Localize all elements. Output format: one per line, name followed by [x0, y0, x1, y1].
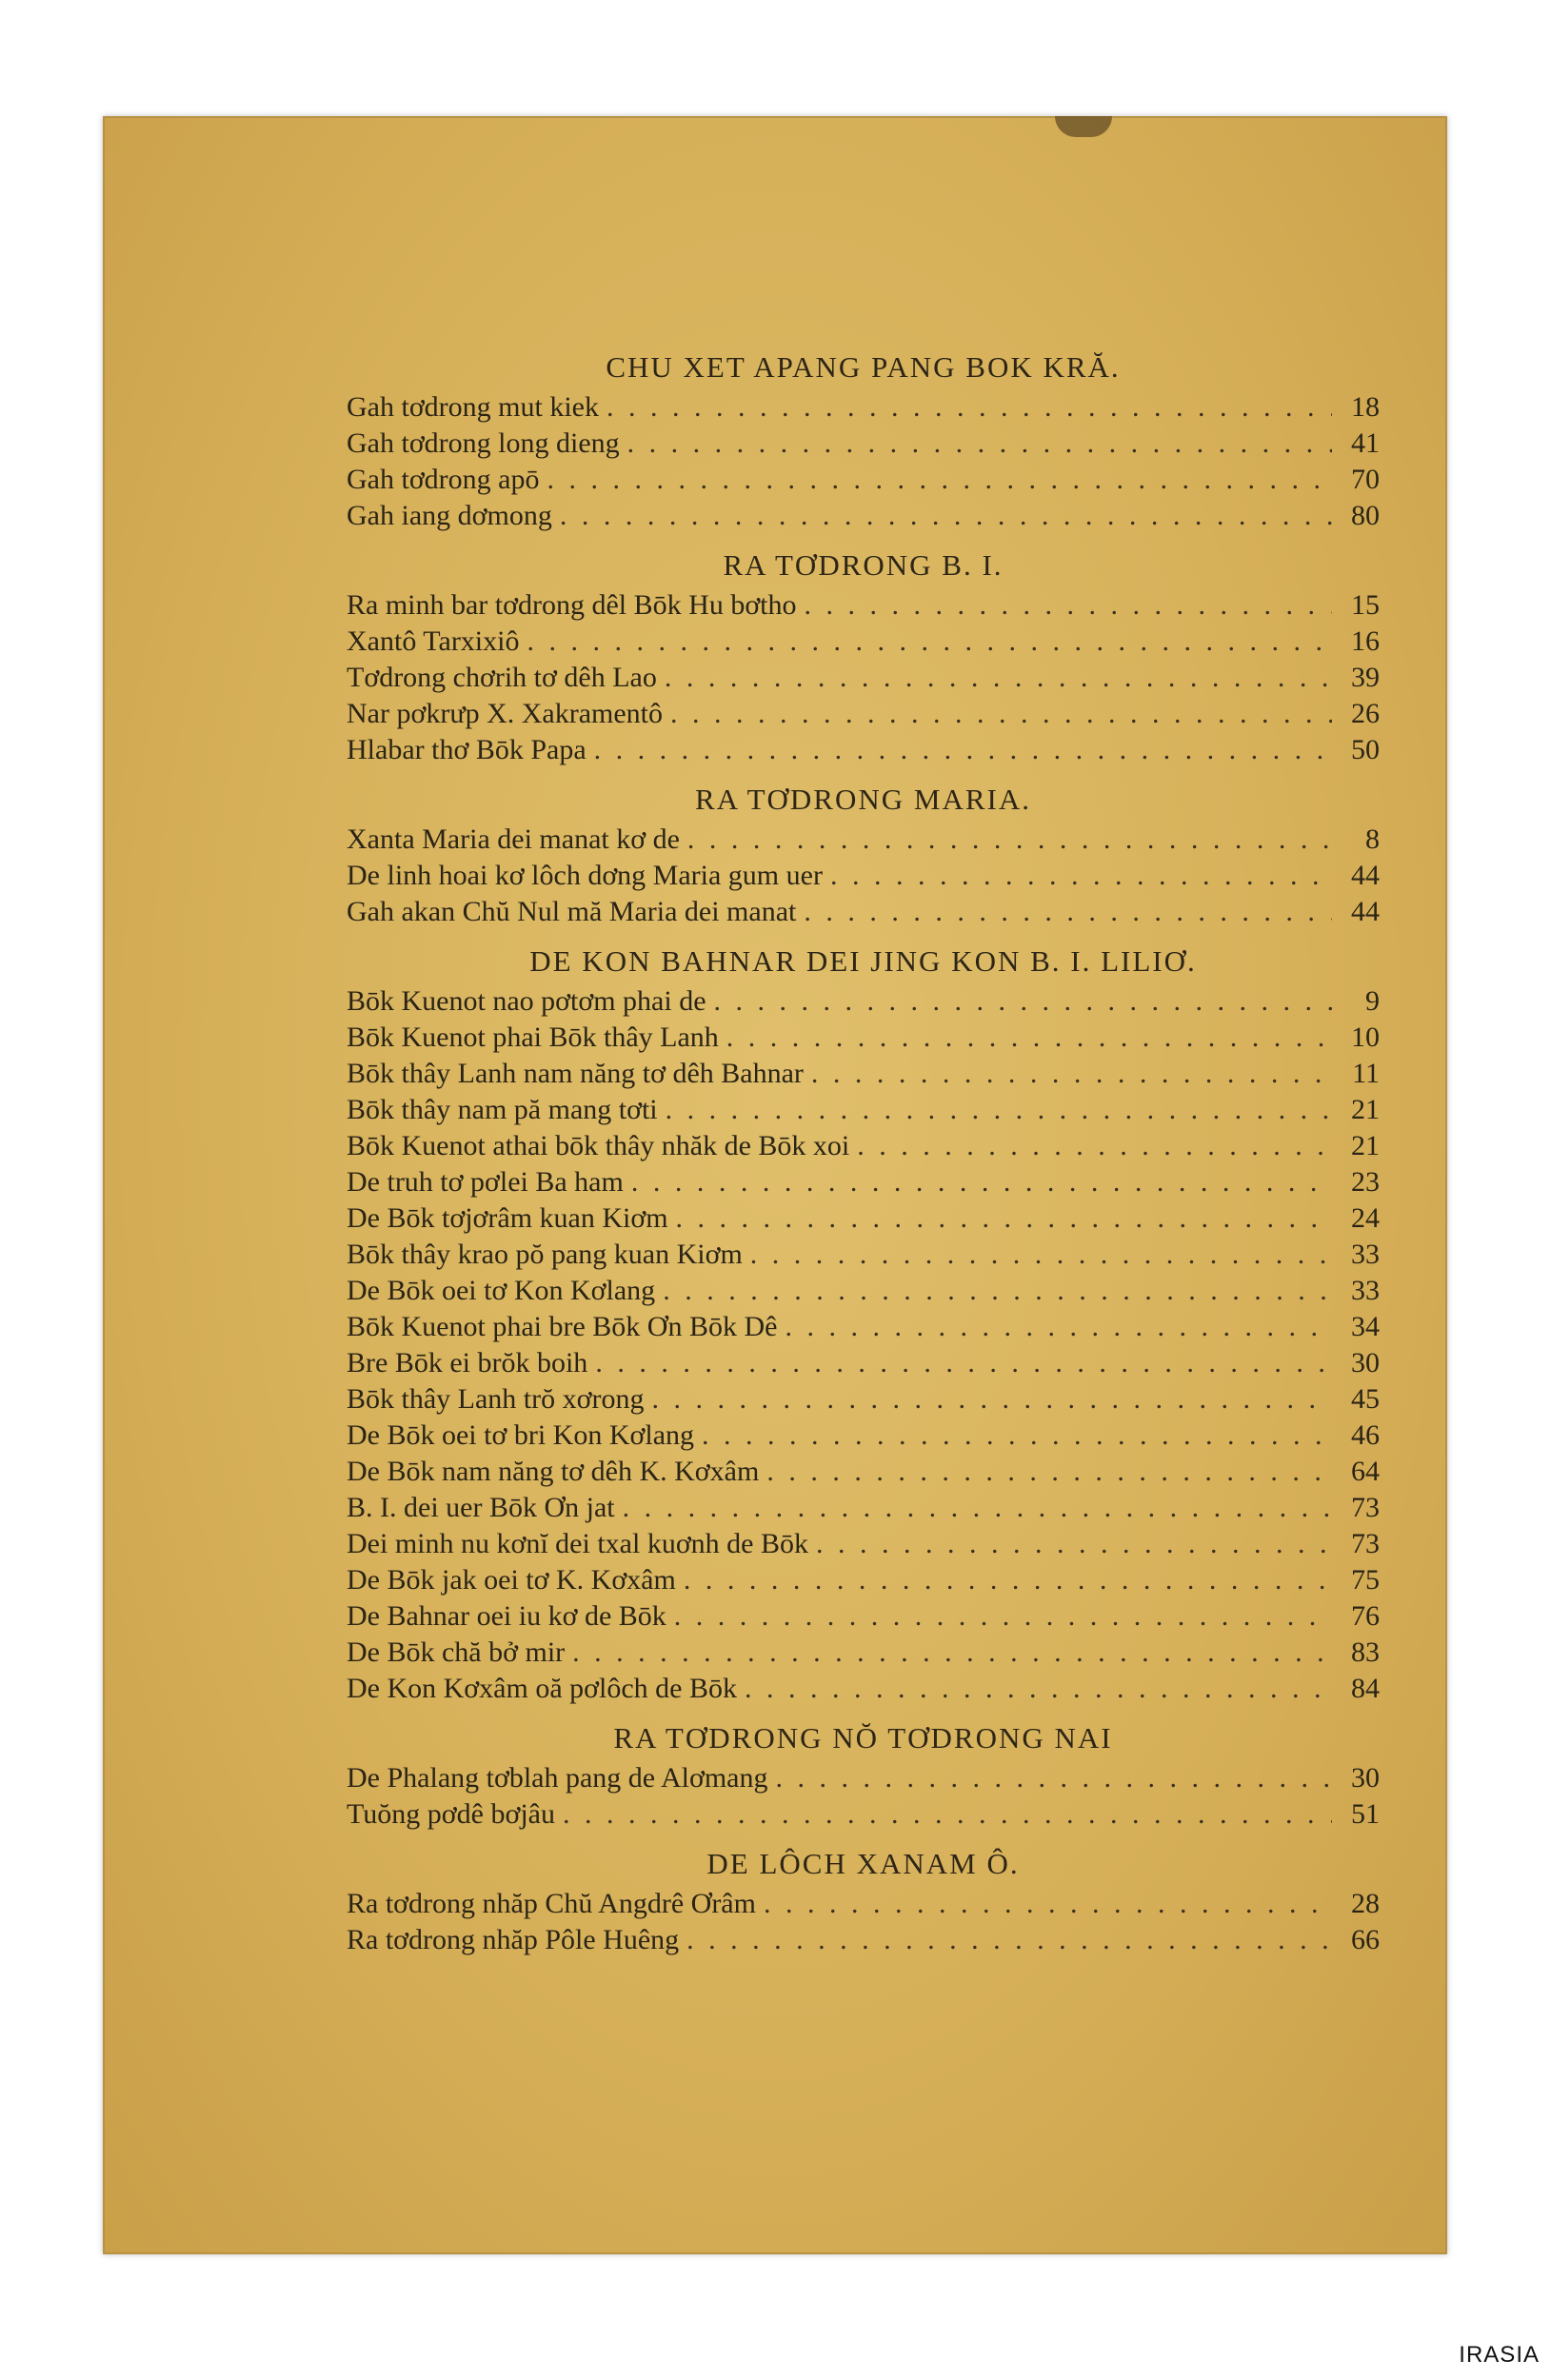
- entry-title: B. I. dei uer Bōk Ơn jat: [347, 1492, 615, 1523]
- toc-entry: [347, 1760, 1380, 1796]
- entry-page-number: 44: [1351, 860, 1380, 891]
- entry-page-number: 39: [1351, 662, 1380, 693]
- toc-entry: [347, 1418, 1380, 1454]
- entry-page-number: 8: [1365, 823, 1380, 855]
- toc-entry: [347, 1309, 1380, 1345]
- dot-leader: [775, 1760, 1332, 1796]
- entry-title: Gah tơdrong long dieng: [347, 427, 620, 459]
- entry-page-number: 26: [1351, 698, 1380, 729]
- toc-entry: [347, 1635, 1380, 1671]
- dot-leader: [785, 1309, 1332, 1345]
- toc-entry: [347, 1237, 1380, 1273]
- toc-entry: [347, 732, 1380, 768]
- entry-page-number: 73: [1351, 1492, 1380, 1523]
- entry-page-number: 45: [1351, 1383, 1380, 1415]
- entry-title: De Bahnar oei iu kơ de Bōk: [347, 1600, 666, 1632]
- dot-leader: [816, 1526, 1332, 1562]
- entry-title: Bōk Kuenot phai Bōk thây Lanh: [347, 1021, 719, 1053]
- toc-section: [347, 1846, 1380, 1958]
- dot-leader: [547, 462, 1333, 498]
- entry-title: Tuŏng pơdê bơjâu: [347, 1798, 555, 1830]
- section-heading: CHU XET APANG PANG BOK KRĂ.: [606, 350, 1121, 384]
- entry-title: De Kon Kơxâm oă pơlôch de Bōk: [347, 1673, 737, 1704]
- entry-title: Gah iang dơmong: [347, 500, 552, 531]
- dot-leader: [745, 1671, 1332, 1707]
- toc-entry: [347, 1345, 1380, 1381]
- entry-page-number: 50: [1351, 734, 1380, 765]
- entry-page-number: 11: [1352, 1058, 1380, 1089]
- entry-page-number: 21: [1351, 1130, 1380, 1161]
- entry-title: Dei minh nu kơnĭ dei txal kuơnh de Bōk: [347, 1528, 809, 1559]
- dot-leader: [606, 389, 1332, 426]
- toc-entry: [347, 1671, 1380, 1707]
- entry-page-number: 9: [1365, 985, 1380, 1017]
- toc-entry: [347, 858, 1380, 894]
- section-heading: DE KON BAHNAR DEI JING KON B. I. LILIƠ.: [529, 944, 1197, 978]
- dot-leader: [665, 660, 1332, 696]
- dot-leader: [663, 1273, 1332, 1309]
- toc-entry: [347, 894, 1380, 930]
- entry-title: Bōk thây nam pă mang tơti: [347, 1094, 658, 1125]
- dot-leader: [764, 1886, 1332, 1922]
- entry-title: Gah tơdrong mut kiek: [347, 391, 599, 423]
- section-heading: DE LÔCH XANAM Ô.: [706, 1847, 1020, 1880]
- entry-page-number: 64: [1351, 1456, 1380, 1487]
- toc-section: [347, 943, 1380, 1707]
- dot-leader: [563, 1796, 1332, 1833]
- entry-title: Gah akan Chŭ Nul mă Maria dei manat: [347, 896, 797, 927]
- dot-leader: [670, 696, 1332, 732]
- toc-entry: [347, 1796, 1380, 1833]
- entry-page-number: 33: [1351, 1239, 1380, 1270]
- entry-page-number: 83: [1351, 1636, 1380, 1668]
- toc-entry: [347, 696, 1380, 732]
- dot-leader: [686, 1922, 1332, 1958]
- entry-title: De linh hoai kơ lôch dơng Maria gum uer: [347, 860, 823, 891]
- dot-leader: [684, 1562, 1332, 1598]
- toc-entry: [347, 426, 1380, 462]
- entry-title: Xantô Tarxixiô: [347, 625, 520, 657]
- entry-title: Nar pơkrưp X. Xakramentô: [347, 698, 664, 729]
- toc-entry: [347, 498, 1380, 534]
- entry-page-number: 30: [1351, 1347, 1380, 1378]
- entry-page-number: 84: [1351, 1673, 1380, 1704]
- dot-leader: [687, 822, 1332, 858]
- entry-page-number: 46: [1351, 1419, 1380, 1451]
- entry-page-number: 51: [1351, 1798, 1380, 1830]
- dot-leader: [805, 587, 1332, 624]
- entry-title: Xanta Maria dei manat kơ de: [347, 823, 680, 855]
- toc-section: [347, 1720, 1380, 1833]
- dot-leader: [631, 1164, 1332, 1200]
- entry-title: Bōk thây Lanh nam năng tơ dêh Bahnar: [347, 1058, 804, 1089]
- section-heading: RA TƠDRONG NŎ TƠDRONG NAI: [613, 1721, 1113, 1755]
- entry-title: De Bōk tơjơrâm kuan Kiơm: [347, 1202, 668, 1234]
- entry-page-number: 24: [1351, 1202, 1380, 1234]
- toc-entry: [347, 389, 1380, 426]
- toc-section: [347, 782, 1380, 930]
- dot-leader: [804, 894, 1332, 930]
- toc-entry: [347, 462, 1380, 498]
- toc-entry: [347, 1922, 1380, 1958]
- dot-leader: [651, 1381, 1332, 1418]
- toc-entry: [347, 587, 1380, 624]
- table-of-contents: [347, 349, 1380, 1958]
- entry-page-number: 28: [1351, 1888, 1380, 1919]
- toc-entry: [347, 1490, 1380, 1526]
- entry-page-number: 18: [1351, 391, 1380, 423]
- section-heading: RA TƠDRONG MARIA.: [695, 783, 1031, 816]
- dot-leader: [714, 983, 1332, 1020]
- entry-page-number: 76: [1351, 1600, 1380, 1632]
- dot-leader: [766, 1454, 1332, 1490]
- dot-leader: [676, 1200, 1332, 1237]
- dot-leader: [702, 1418, 1332, 1454]
- entry-page-number: 41: [1351, 427, 1380, 459]
- source-watermark: IRASIA: [1459, 2342, 1540, 2368]
- dot-leader: [666, 1092, 1332, 1128]
- entry-page-number: 15: [1351, 589, 1380, 621]
- toc-entry: [347, 822, 1380, 858]
- entry-title: Bōk Kuenot athai bōk thây nhăk de Bōk xoi: [347, 1130, 850, 1161]
- toc-entry: [347, 1092, 1380, 1128]
- dot-leader: [527, 624, 1332, 660]
- entry-title: Ra tơdrong nhăp Pôle Huêng: [347, 1924, 680, 1955]
- toc-section: [347, 547, 1380, 768]
- toc-entry: [347, 1056, 1380, 1092]
- entry-title: Ra minh bar tơdrong dêl Bōk Hu bơtho: [347, 589, 797, 621]
- toc-entry: [347, 624, 1380, 660]
- entry-title: De Bōk oei tơ bri Kon Kơlang: [347, 1419, 695, 1451]
- toc-entry: [347, 1020, 1380, 1056]
- entry-title: Bōk thây krao pŏ pang kuan Kiơm: [347, 1239, 743, 1270]
- entry-title: Bōk thây Lanh trŏ xơrong: [347, 1383, 645, 1415]
- book-page: [103, 116, 1447, 2254]
- toc-entry: [347, 1164, 1380, 1200]
- toc-entry: [347, 1454, 1380, 1490]
- dot-leader: [595, 1345, 1332, 1381]
- entry-title: De Bōk chă bở mir: [347, 1636, 566, 1668]
- entry-page-number: 23: [1351, 1166, 1380, 1198]
- toc-entry: [347, 1128, 1380, 1164]
- toc-entry: [347, 983, 1380, 1020]
- toc-entry: [347, 1273, 1380, 1309]
- toc-entry: [347, 660, 1380, 696]
- toc-section: [347, 349, 1380, 534]
- entry-page-number: 73: [1351, 1528, 1380, 1559]
- entry-page-number: 75: [1351, 1564, 1380, 1596]
- entry-title: De Bōk oei tơ Kon Kơlang: [347, 1275, 656, 1306]
- toc-entry: [347, 1562, 1380, 1598]
- entry-page-number: 34: [1351, 1311, 1380, 1342]
- entry-title: Tơdrong chơrih tơ dêh Lao: [347, 662, 657, 693]
- dot-leader: [750, 1237, 1332, 1273]
- toc-entry: [347, 1526, 1380, 1562]
- entry-title: De Phalang tơblah pang de Alơmang: [347, 1762, 768, 1794]
- dot-leader: [572, 1635, 1332, 1671]
- dot-leader: [674, 1598, 1332, 1635]
- dot-leader: [726, 1020, 1332, 1056]
- section-heading: RA TƠDRONG B. I.: [723, 548, 1004, 582]
- entry-page-number: 10: [1351, 1021, 1380, 1053]
- entry-page-number: 66: [1351, 1924, 1380, 1955]
- entry-page-number: 33: [1351, 1275, 1380, 1306]
- entry-title: Gah tơdrong apō: [347, 464, 540, 495]
- entry-title: Hlabar thơ Bōk Papa: [347, 734, 587, 765]
- entry-page-number: 21: [1351, 1094, 1380, 1125]
- dot-leader: [627, 426, 1332, 462]
- entry-page-number: 80: [1351, 500, 1380, 531]
- dot-leader: [811, 1056, 1332, 1092]
- dot-leader: [560, 498, 1332, 534]
- entry-title: De Bōk jak oei tơ K. Kơxâm: [347, 1564, 676, 1596]
- dot-leader: [594, 732, 1332, 768]
- toc-entry: [347, 1598, 1380, 1635]
- toc-entry: [347, 1381, 1380, 1418]
- entry-title: De truh tơ pơlei Ba ham: [347, 1166, 624, 1198]
- entry-title: Bre Bōk ei brŏk boih: [347, 1347, 588, 1378]
- entry-page-number: 30: [1351, 1762, 1380, 1794]
- entry-page-number: 44: [1351, 896, 1380, 927]
- dot-leader: [830, 858, 1332, 894]
- dot-leader: [623, 1490, 1332, 1526]
- entry-page-number: 16: [1351, 625, 1380, 657]
- entry-title: De Bōk nam năng tơ dêh K. Kơxâm: [347, 1456, 760, 1487]
- toc-entry: [347, 1200, 1380, 1237]
- entry-title: Bōk Kuenot phai bre Bōk Ơn Bōk Dê: [347, 1311, 778, 1342]
- entry-page-number: 70: [1351, 464, 1380, 495]
- entry-title: Bōk Kuenot nao pơtơm phai de: [347, 985, 706, 1017]
- dot-leader: [857, 1128, 1332, 1164]
- entry-title: Ra tơdrong nhăp Chŭ Angdrê Ơrâm: [347, 1888, 756, 1919]
- toc-entry: [347, 1886, 1380, 1922]
